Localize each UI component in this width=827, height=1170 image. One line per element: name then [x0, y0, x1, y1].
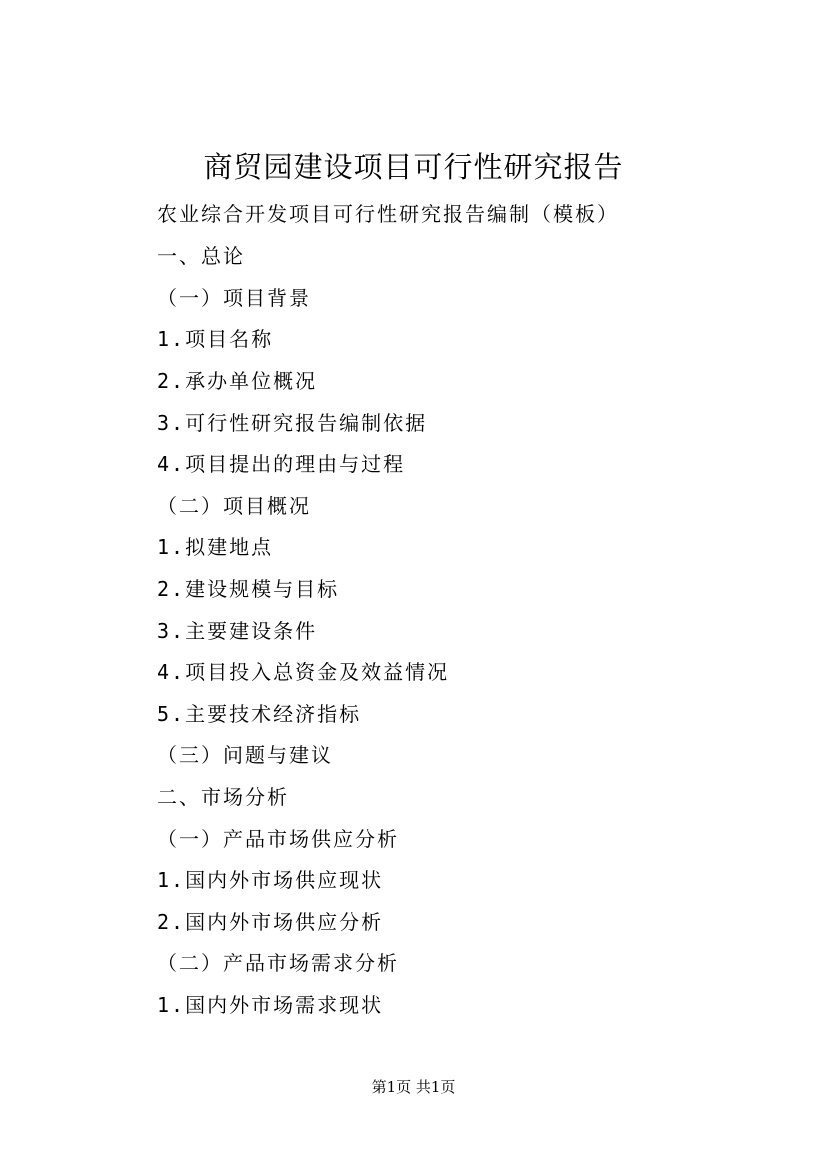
list-item: 4.项目投入总资金及效益情况	[157, 660, 450, 684]
list-item: 1.拟建地点	[157, 535, 274, 559]
list-item: 2.承办单位概况	[157, 369, 318, 393]
list-item: 2.国内外市场供应分析	[157, 910, 384, 934]
list-item: 1.项目名称	[157, 327, 274, 351]
list-item: 2.建设规模与目标	[157, 577, 340, 601]
section-heading: 二、市场分析	[157, 785, 289, 809]
list-item: 3.可行性研究报告编制依据	[157, 411, 428, 435]
list-item: 1.国内外市场需求现状	[157, 993, 384, 1017]
list-item: 5.主要技术经济指标	[157, 702, 362, 726]
document-title: 商贸园建设项目可行性研究报告	[203, 150, 624, 184]
subsection-heading: （一）项目背景	[157, 286, 311, 310]
list-item: 3.主要建设条件	[157, 619, 318, 643]
list-item: 1.国内外市场供应现状	[157, 868, 384, 892]
subsection-heading: （三）问题与建议	[157, 743, 333, 767]
page-footer: 第1页 共1页	[371, 1078, 456, 1096]
subsection-heading: （一）产品市场供应分析	[157, 827, 399, 851]
subsection-heading: （二）产品市场需求分析	[157, 951, 399, 975]
section-heading: 一、总论	[157, 244, 245, 268]
subtitle-line: 农业综合开发项目可行性研究报告编制（模板）	[157, 202, 619, 226]
subsection-heading: （二）项目概况	[157, 494, 311, 518]
list-item: 4.项目提出的理由与过程	[157, 452, 406, 476]
